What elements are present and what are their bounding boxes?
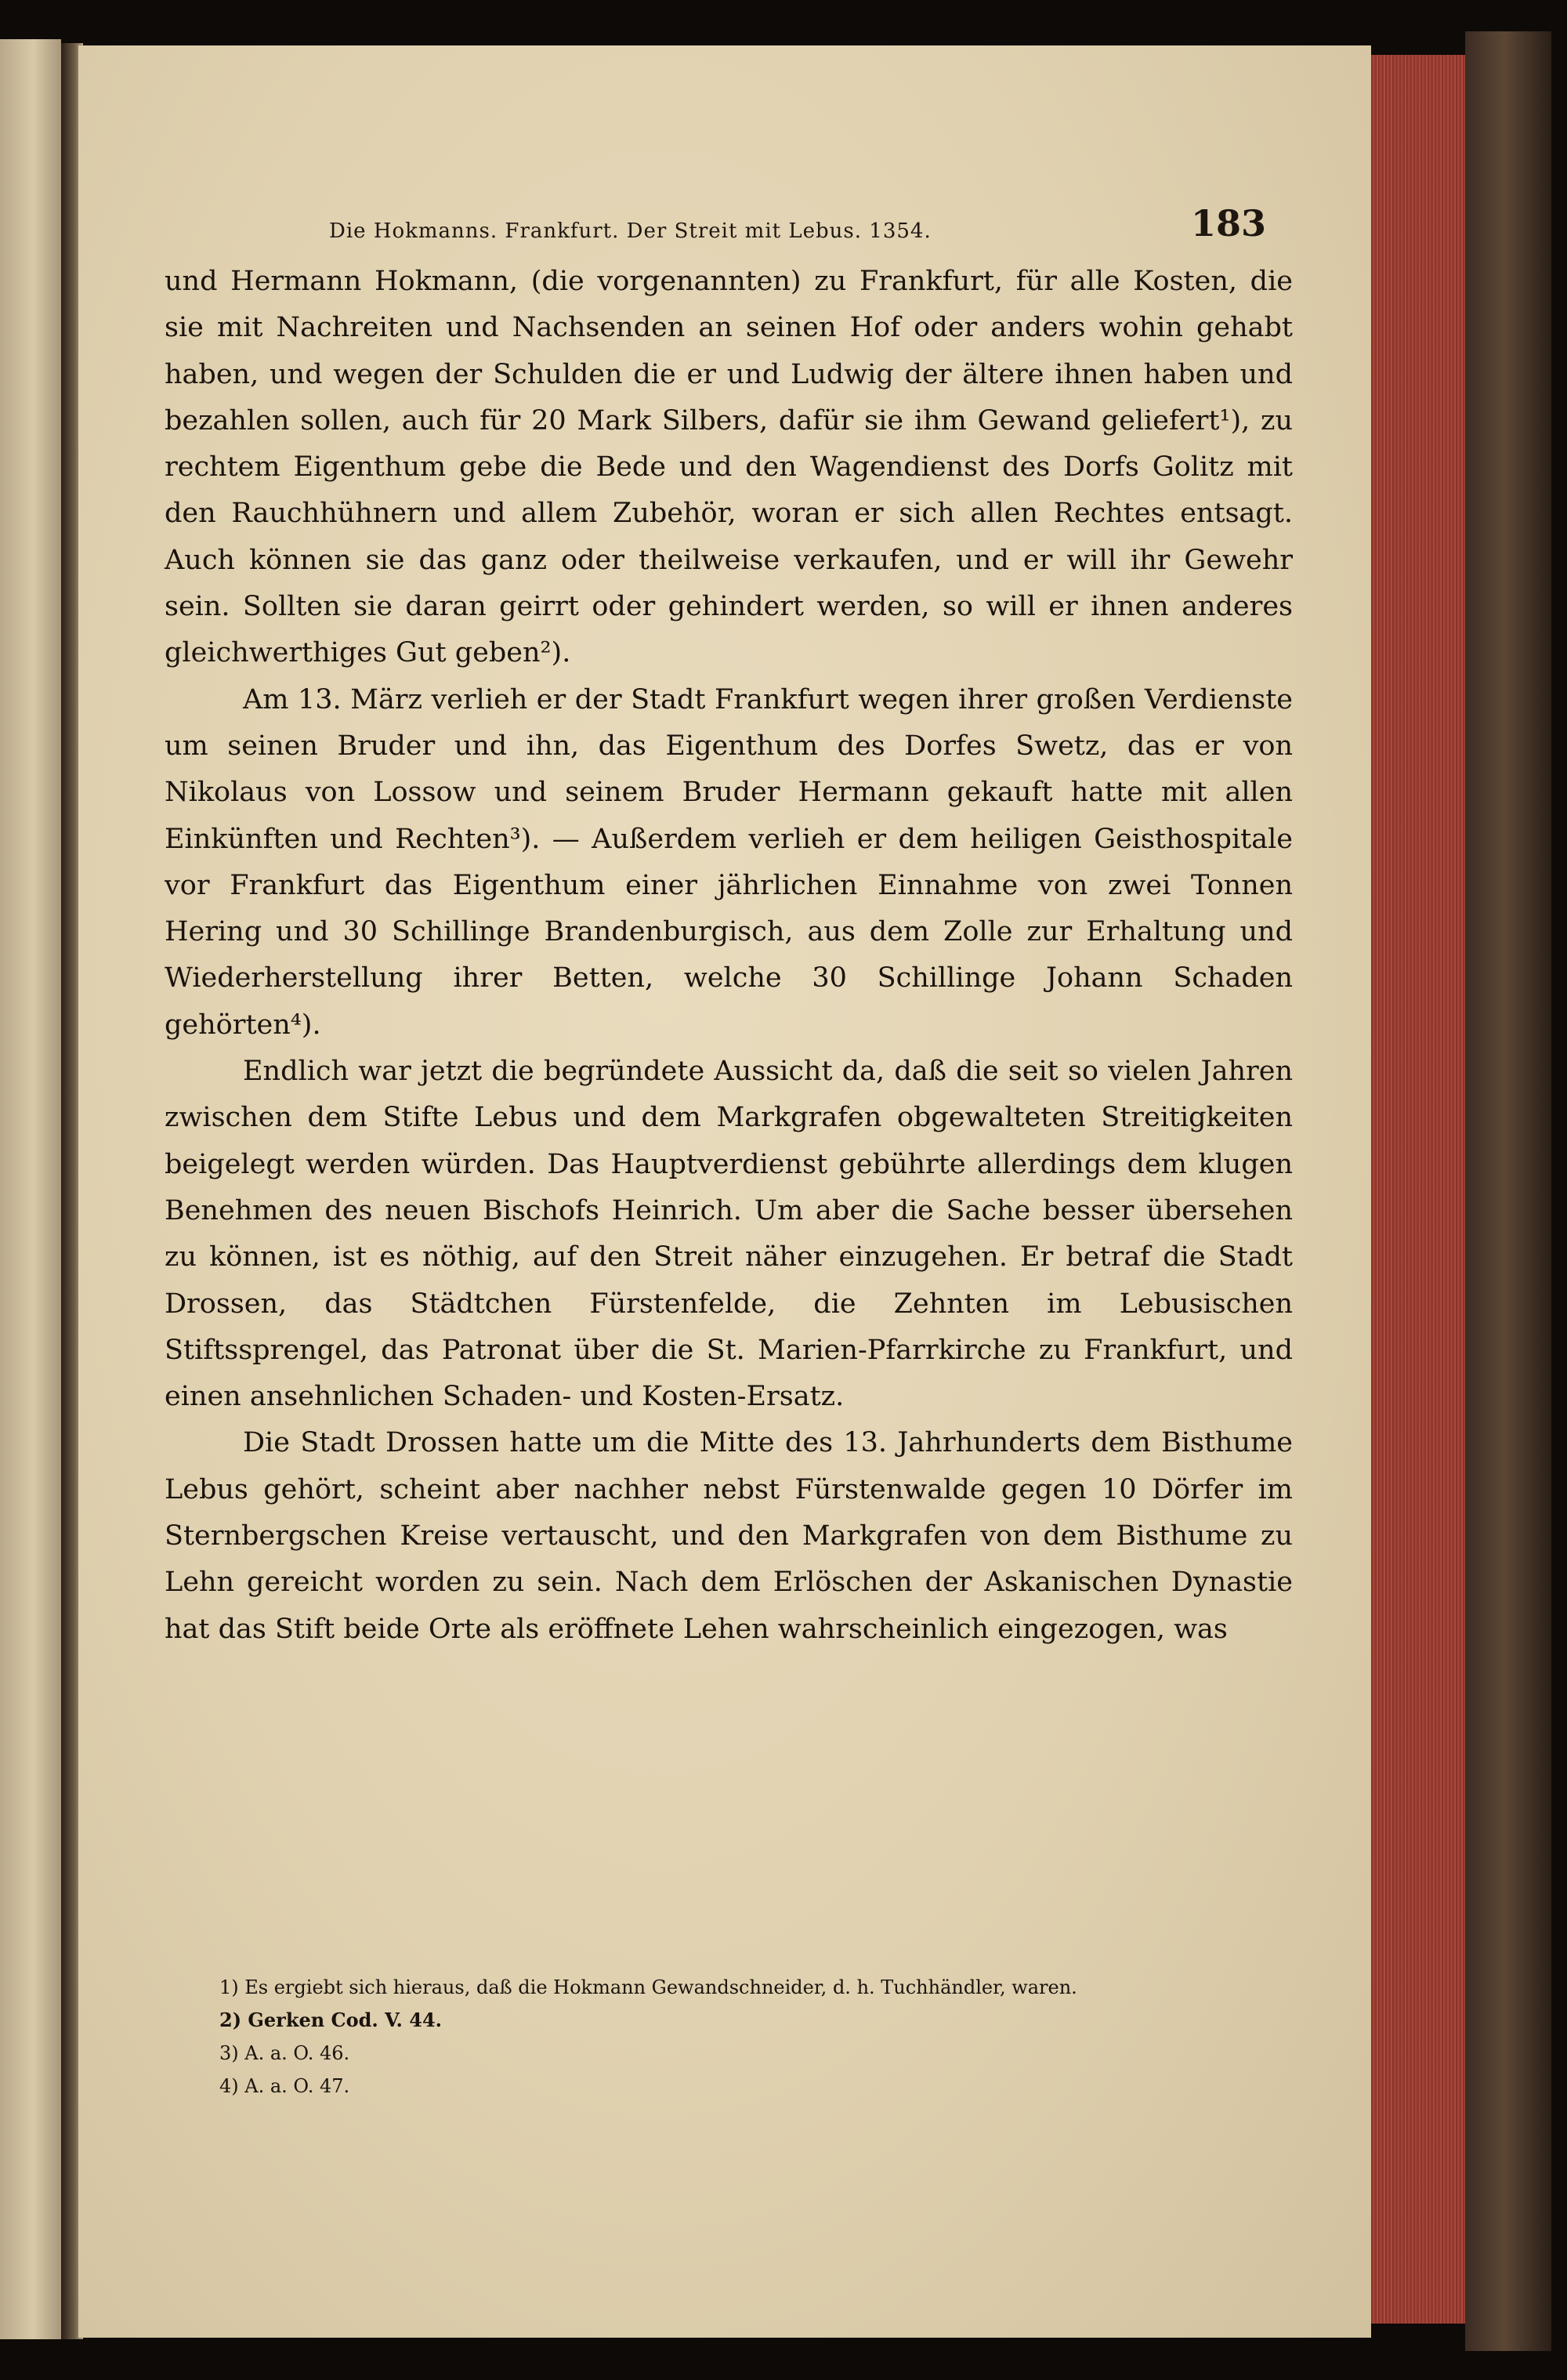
left-page-edge: [0, 39, 61, 2339]
footnote-1: 1) Es ergiebt sich hieraus, daß die Hokmann Gewandschneider, d. h. Tuchhändler, waren.: [219, 1976, 1077, 1998]
book-cover: [1465, 31, 1551, 2351]
footnotes: [165, 1971, 1293, 2103]
paragraph-2: Am 13. März verlieh er der Stadt Frankfurt wegen ihrer großen Verdienste um seinen Bruder und ihn, das Eigenthum des Dorfes Swetz, das er von Nikolaus von Lossow und seinem Bruder Hermann gekauft hatte mit allen Einkünften und Rechten³). — Außerdem verlieh er dem heiligen Geisthospitale vor Frankfurt das Eigenthum einer jährlichen Einnahme von zwei Tonnen Hering und 30 Schillinge Brandenburgisch, aus dem Zolle zur Erhaltung und Wiederherstellung ihrer Betten, welche 30 Schillinge Johann Schaden gehörten⁴).: [165, 683, 1293, 1041]
page-content: [86, 47, 1371, 2320]
footnote-4: 4) A. a. O. 47.: [219, 2075, 350, 2097]
running-head-title: Die Hokmanns. Frankfurt. Der Streit mit Lebus. 1354.: [329, 219, 932, 243]
page-number: 183: [1191, 202, 1267, 245]
paragraph-4: Die Stadt Drossen hatte um die Mitte des 13. Jahrhunderts dem Bisthume Lebus gehört, scheint aber nachher nebst Fürstenwalde gegen 10 Dörfer im Sternbergschen Kreise vertauscht, und den Markgrafen von dem Bisthume zu Lehn gereicht worden zu sein. Nach dem Erlöschen der Askanischen Dynastie hat das Stift beide Orte als eröffnete Lehen wahrscheinlich eingezogen, was: [165, 1427, 1293, 1645]
footnote-3: 3) A. a. O. 46.: [219, 2042, 350, 2064]
red-page-edges: [1371, 55, 1465, 2324]
body-text: [165, 259, 1293, 1653]
running-head: [86, 202, 1371, 249]
footnote-2: 2) Gerken Cod. V. 44.: [219, 2009, 443, 2031]
paragraph-3: Endlich war jetzt die begründete Aussicht da, daß die seit so vielen Jahren zwischen dem Stifte Lebus und dem Markgrafen obgewalteten Streitigkeiten beigelegt werden würden. Das Hauptverdienst gebührte allerdings dem klugen Benehmen des neuen Bischofs Heinrich. Um aber die Sache besser übersehen zu können, ist es nöthig, auf den Streit näher einzugehen. Er betraf die Stadt Drossen, das Städtchen Fürstenfelde, die Zehnten im Lebusischen Stiftssprengel, das Patronat über die St. Marien-Pfarrkirche zu Frankfurt, und einen ansehnlichen Schaden- und Kosten-Ersatz.: [165, 1056, 1293, 1413]
paragraph-1: und Hermann Hokmann, (die vorgenannten) zu Frankfurt, für alle Kosten, die sie mit Nachreiten und Nachsenden an seinen Hof oder anders wohin gehabt haben, und wegen der Schulden die er und Ludwig der ältere ihnen haben und bezahlen sollen, auch für 20 Mark Silbers, dafür sie ihm Gewand geliefert¹), zu rechtem Eigenthum gebe die Bede und den Wagendienst des Dorfs Golitz mit den Rauchhühnern und allem Zubehör, woran er sich allen Rechtes entsagt. Auch können sie das ganz oder theilweise verkaufen, und er will ihr Gewehr sein. Sollten sie daran geirrt oder gehindert werden, so will er ihnen anderes gleichwerthiges Gut geben²).: [165, 266, 1293, 669]
